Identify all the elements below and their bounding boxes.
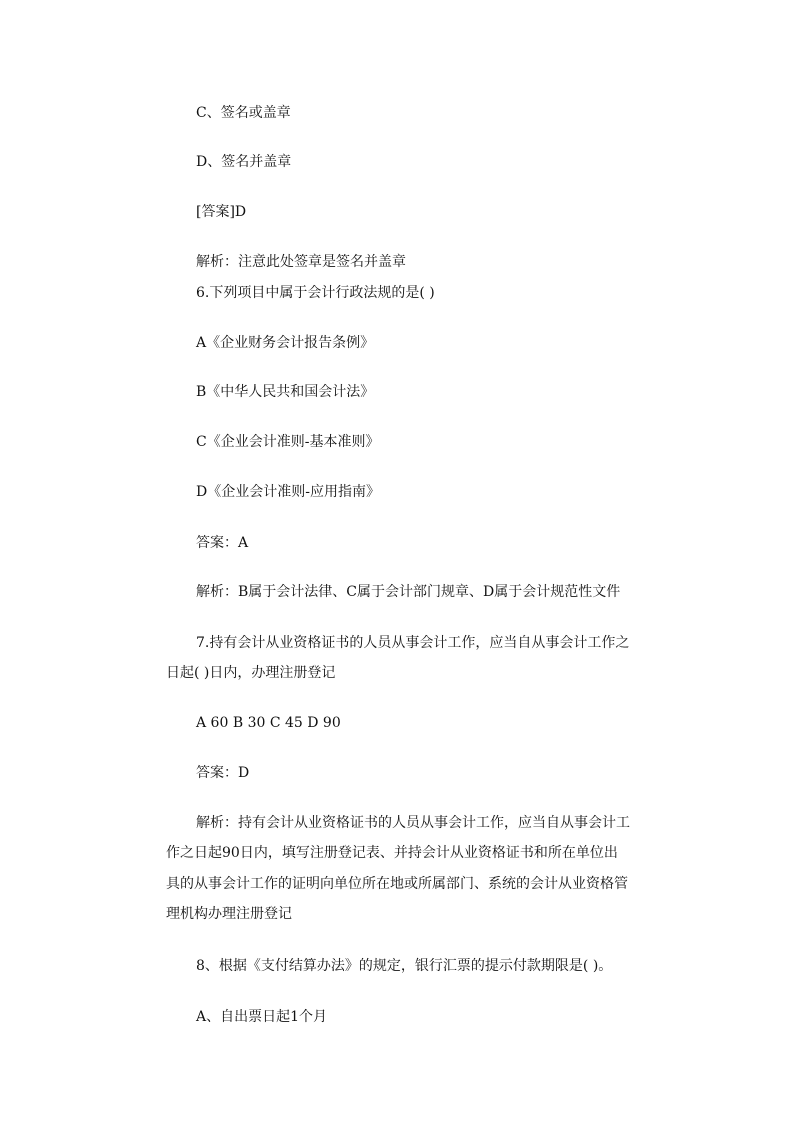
q6-option-a: A《企业财务会计报告条例》 <box>196 335 375 351</box>
q6-option-d: D《企业会计准则-应用指南》 <box>196 484 380 500</box>
q7-options: A 60 B 30 C 45 D 90 <box>196 715 341 731</box>
q6-explanation: 解析：B属于会计法律、C属于会计部门规章、D属于会计规范性文件 <box>196 584 621 600</box>
q6-question: 6.下列项目中属于会计行政法规的是( ) <box>196 285 435 301</box>
q7-answer: 答案：D <box>196 765 250 781</box>
q7-explanation-line-1: 解析：持有会计从业资格证书的人员从事会计工作，应当自从事会计工 <box>196 815 630 831</box>
q5-explanation: 解析：注意此处签章是签名并盖章 <box>196 254 406 270</box>
q7-question-line-1: 7.持有会计从业资格证书的人员从事会计工作，应当自从事会计工作之 <box>196 635 630 651</box>
q7-explanation-line-3: 具的从事会计工作的证明向单位所在地或所属部门、系统的会计从业资格管 <box>166 876 628 892</box>
q7-explanation-line-4: 理机构办理注册登记 <box>166 906 292 922</box>
q6-option-c: C《企业会计准则-基本准则》 <box>196 434 380 450</box>
q6-answer: 答案：A <box>196 535 249 551</box>
q8-option-a: A、自出票日起1个月 <box>196 1009 328 1025</box>
q8-question: 8、根据《支付结算办法》的规定，银行汇票的提示付款期限是( )。 <box>196 958 613 974</box>
q6-option-b: B《中华人民共和国会计法》 <box>196 384 375 400</box>
q5-option-d: D、签名并盖章 <box>196 154 292 170</box>
q7-explanation-line-2: 作之日起90日内，填写注册登记表、并持会计从业资格证书和所在单位出 <box>166 845 618 861</box>
q7-question-line-2: 日起( )日内，办理注册登记 <box>166 665 336 681</box>
q5-answer: [答案]D <box>196 204 247 220</box>
q5-option-c: C、签名或盖章 <box>196 105 291 121</box>
